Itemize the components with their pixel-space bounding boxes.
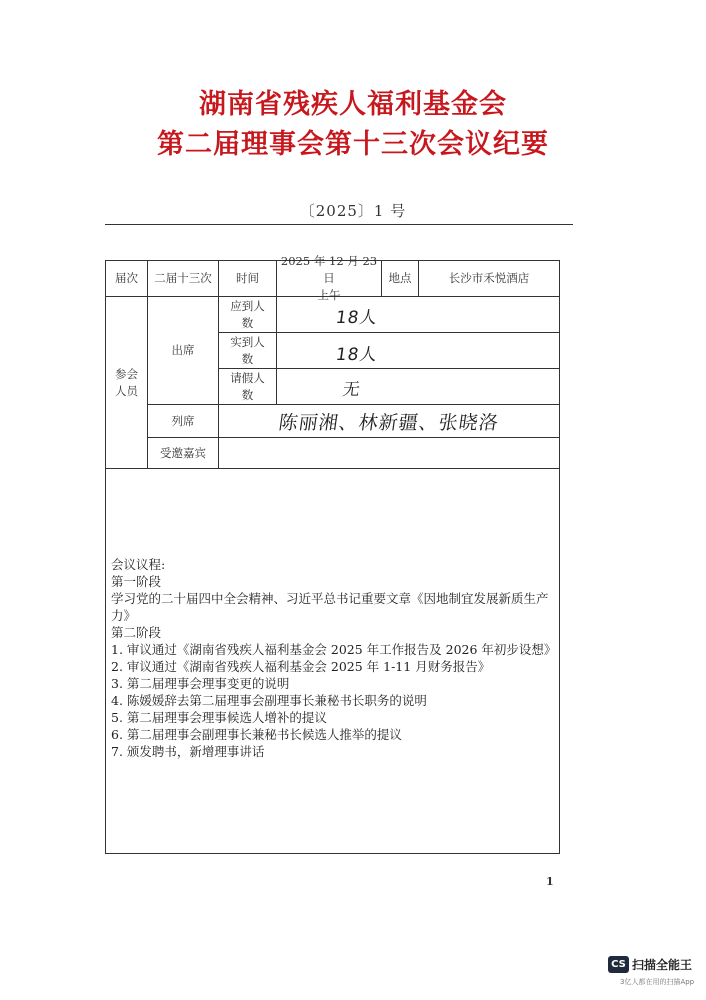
place-label: 地点 [388, 271, 412, 285]
guests-value [219, 438, 559, 468]
leave-count-label [219, 369, 276, 404]
agenda-heading: 会议议程: [111, 557, 166, 572]
agenda-item: 7. 颁发聘书，新增理事讲话 [111, 744, 265, 759]
observers-label: 列席 [171, 413, 195, 428]
participants-label-line1: 参会 [115, 366, 138, 381]
document-title-line1: 湖南省残疾人福利基金会 [199, 89, 507, 120]
observers-value: 陈丽湘、林新疆、张晓洛 [277, 411, 501, 434]
time-value [277, 254, 381, 302]
session-label: 届次 [115, 271, 138, 285]
page-number: 1 [546, 875, 554, 888]
actual-count-label-line2: 数 [241, 351, 254, 366]
expected-count-label-line1: 应到人 [230, 298, 265, 313]
document-title-line2: 第二届理事会第十三次会议纪要 [157, 129, 549, 160]
guests-label: 受邀嘉宾 [160, 445, 206, 460]
agenda-item: 3. 第二届理事会理事变更的说明 [111, 676, 290, 691]
leave-count-label-line1: 请假人 [230, 370, 265, 385]
header-divider [105, 224, 573, 225]
session-value: 二届十三次 [154, 271, 212, 285]
document-number: 〔2025〕1 号 [299, 202, 407, 220]
table-line [105, 468, 560, 469]
participants-label [106, 297, 147, 468]
agenda-item: 6. 第二届理事会副理事长兼秘书长候选人推举的提议 [111, 727, 402, 742]
expected-count-label-line2: 数 [241, 315, 254, 330]
leave-count-value: 无 [341, 380, 363, 400]
leave-count-label-line2: 数 [241, 387, 254, 402]
participants-label-line2: 人员 [115, 383, 138, 398]
meeting-agenda [111, 556, 556, 760]
phase2-label: 第二阶段 [111, 625, 162, 640]
phase1-label: 第一阶段 [111, 574, 162, 589]
actual-count-label [219, 333, 276, 368]
agenda-item: 2. 审议通过《湖南省残疾人福利基金会 2025 年 1-11 月财务报告》 [111, 659, 491, 674]
expected-count-value: 18人 [334, 308, 379, 328]
time-value-date: 2025 年 12 月 23 日 [280, 254, 378, 285]
scanner-tagline: 3亿人都在用的扫描App [620, 978, 695, 986]
scanner-app-name: 扫描全能王 [632, 958, 693, 972]
phase1-text: 学习党的二十届四中全会精神、习近平总书记重要文章《因地制宜发展新质生产力》 [111, 591, 549, 623]
place-value: 长沙市禾悦酒店 [448, 271, 530, 285]
scanner-watermark [608, 950, 703, 992]
expected-count-label [219, 297, 276, 332]
actual-count-label-line1: 实到人 [230, 334, 265, 349]
actual-count-value: 18人 [334, 345, 379, 365]
time-value-period: 上午 [317, 288, 341, 302]
agenda-item: 5. 第二届理事会理事候选人增补的提议 [111, 710, 327, 725]
time-label: 时间 [236, 271, 259, 285]
agenda-item: 1. 审议通过《湖南省残疾人福利基金会 2025 年工作报告及 2026 年初步设想》 [111, 642, 557, 657]
attend-label: 出席 [171, 343, 195, 357]
scanner-logo-icon: CS [608, 956, 629, 973]
agenda-item: 4. 陈媛媛辞去第二届理事会副理事长兼秘书长职务的说明 [111, 693, 427, 708]
